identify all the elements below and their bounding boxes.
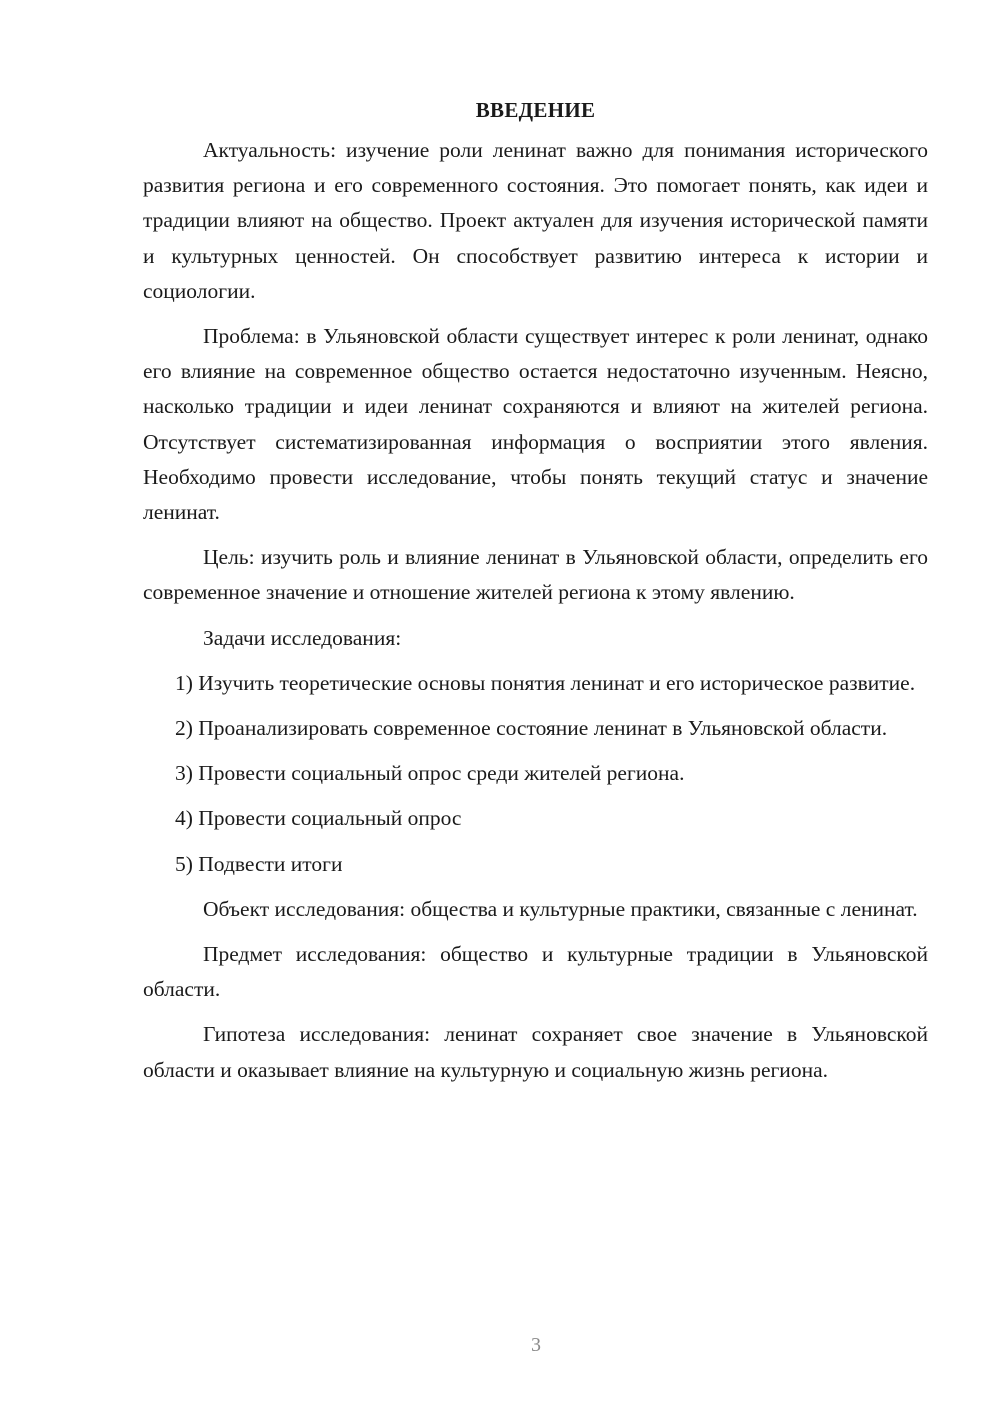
problem-paragraph: Проблема: в Ульяновской области существует интерес к роли ленинат, однако его влияние на современное общество остается недостаточно изученным. Неясно, насколько традиции и идеи ленинат сохраняются и влияют на жителей региона. Отсутствует систематизированная информация о восприятии этого явления. Необходимо провести исследование, чтобы понять текущий статус и значение ленинат. — [143, 324, 928, 525]
task-item-1: 1) Изучить теоретические основы понятия ленинат и его историческое развитие. — [175, 670, 916, 695]
task-item-3: 3) Провести социальный опрос среди жителей региона. — [175, 761, 685, 786]
goal-paragraph: Цель: изучить роль и влияние ленинат в Ульяновской области, определить его современное значение и отношение жителей региона к этому явлению. — [143, 545, 928, 605]
task-item-5: 5) Подвести итоги — [175, 851, 343, 876]
task-item-2: 2) Проанализировать современное состояние ленинат в Ульяновской области. — [175, 716, 888, 741]
document-page — [143, 95, 928, 1098]
relevance-paragraph: Актуальность: изучение роли ленинат важно для понимания исторического развития региона и его современного состояния. Это помогает понять, как идеи и традиции влияют на общество. Проект актуален для изучения исторической памяти и культурных ценностей. Он способствует развитию интереса к истории и социологии. — [143, 138, 928, 303]
task-item-4: 4) Провести социальный опрос — [175, 806, 462, 831]
object-paragraph: Объект исследования: общества и культурные практики, связанные с ленинат. — [203, 896, 918, 921]
hypothesis-paragraph: Гипотеза исследования: ленинат сохраняет свое значение в Ульяновской области и оказывает влияние на культурную и социальную жизнь региона. — [143, 1022, 928, 1082]
subject-paragraph: Предмет исследования: общество и культурные традиции в Ульяновской области. — [143, 942, 928, 1002]
tasks-intro: Задачи исследования: — [203, 625, 402, 650]
section-heading: ВВЕДЕНИЕ — [475, 98, 596, 122]
page-number: 3 — [531, 1334, 541, 1356]
